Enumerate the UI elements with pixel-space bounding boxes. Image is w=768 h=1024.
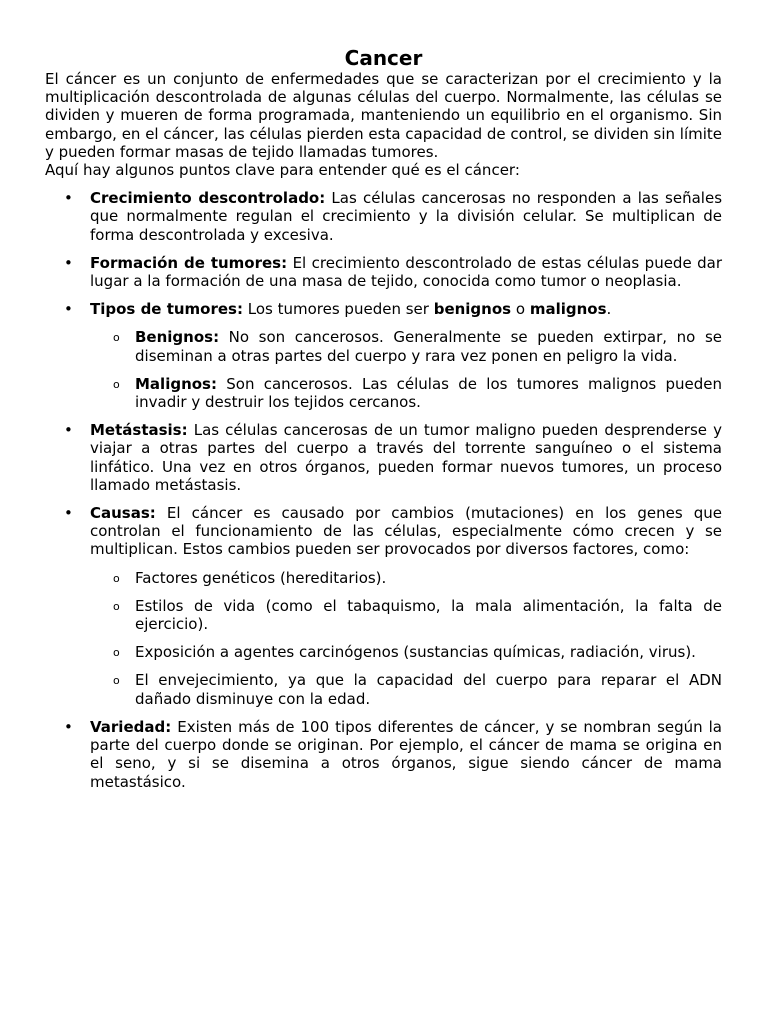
point-text: El cáncer es causado por cambios (mutaciones) en los genes que controlan el funcionamiento de las células, especialmente cómo crecen y se multiplican. Estos cambios pueden ser provocados por diversos factores, como: bbox=[90, 504, 722, 559]
point-causas bbox=[45, 504, 722, 708]
point-text: El crecimiento descontrolado de estas células puede dar lugar a la formación de una masa de tejido, conocida como tumor o neoplasia. bbox=[90, 253, 723, 291]
point-text: Existen más de 100 tipos diferentes de cáncer, y se nombran según la parte del cuerpo donde se originan. Por ejemplo, el cáncer de mama se origina en el seno, y si se disemina a otros órganos, sigue siendo cáncer de mama metastásico. bbox=[90, 717, 722, 791]
circle-bullet-icon: o bbox=[113, 674, 120, 688]
subpoint-factor bbox=[90, 671, 722, 707]
point-term: Formación de tumores: bbox=[90, 253, 288, 272]
circle-bullet-icon: o bbox=[113, 377, 120, 391]
document-page bbox=[45, 0, 722, 801]
document-title: Cancer bbox=[344, 46, 423, 70]
factor-text: Exposición a agentes carcinógenos (sustancias químicas, radiación, virus). bbox=[135, 643, 696, 662]
circle-bullet-icon: o bbox=[113, 571, 120, 585]
bullet-icon: • bbox=[64, 421, 73, 440]
point-term: Variedad: bbox=[90, 717, 172, 736]
factor-text: El envejecimiento, ya que la capacidad del cuerpo para reparar el ADN dañado disminuye con la edad. bbox=[135, 671, 722, 708]
factor-text: Estilos de vida (como el tabaquismo, la mala alimentación, la falta de ejercicio). bbox=[135, 596, 722, 634]
tumor-types-sublist bbox=[90, 328, 722, 411]
circle-bullet-icon: o bbox=[113, 646, 120, 660]
causes-sublist bbox=[90, 569, 722, 708]
point-text: . bbox=[606, 300, 612, 319]
circle-bullet-icon: o bbox=[113, 331, 120, 345]
bullet-icon: • bbox=[64, 717, 73, 736]
factor-text: Factores genéticos (hereditarios). bbox=[135, 568, 387, 587]
bullet-icon: • bbox=[64, 189, 73, 208]
point-crecimiento bbox=[45, 189, 722, 244]
point-metastasis bbox=[45, 421, 722, 494]
point-text: o bbox=[511, 300, 530, 319]
subpoint-term: Malignos: bbox=[135, 374, 217, 393]
point-term: Tipos de tumores: bbox=[90, 300, 243, 319]
point-text: Los tumores pueden ser bbox=[242, 300, 434, 319]
point-term: Causas: bbox=[90, 504, 156, 523]
key-points-list bbox=[45, 189, 722, 790]
subpoint-malignos bbox=[90, 375, 722, 411]
point-text: Las células cancerosas de un tumor maligno pueden desprenderse y viajar a otras partes del cuerpo a través del torrente sanguíneo o el sistema linfático. Una vez en otros órganos, pueden formar nuevos tumores, un proceso llamado metástasis. bbox=[90, 421, 722, 494]
lead-paragraph: Aquí hay algunos puntos clave para entender qué es el cáncer: bbox=[45, 161, 520, 180]
point-variedad bbox=[45, 718, 722, 791]
bullet-icon: • bbox=[64, 504, 73, 523]
malignos-keyword: malignos bbox=[529, 300, 607, 319]
intro-paragraph: El cáncer es un conjunto de enfermedades que se caracterizan por el crecimiento y la multiplicación descontrolada de algunas células del cuerpo. Normalmente, las células se dividen y mueren de forma programada, manteniendo un equilibrio en el organismo. Sin embargo, en el cáncer, las células pierden esta capacidad de control, se dividen sin límite y pueden formar masas de tejido llamadas tumores. bbox=[45, 70, 722, 161]
subpoint-factor bbox=[90, 569, 722, 587]
point-text: Las células cancerosas no responden a las señales que normalmente regulan el crecimiento y la división celular. Se multiplican de forma descontrolada y excesiva. bbox=[90, 189, 723, 244]
subpoint-text: Son cancerosos. Las células de los tumores malignos pueden invadir y destruir los tejidos cercanos. bbox=[135, 374, 722, 412]
point-formacion bbox=[45, 254, 722, 290]
point-tipos bbox=[45, 300, 722, 411]
subpoint-text: No son cancerosos. Generalmente se pueden extirpar, no se diseminan a otras partes del cuerpo y rara vez ponen en peligro la vida. bbox=[135, 328, 722, 365]
subpoint-factor bbox=[90, 597, 722, 633]
subpoint-benignos bbox=[90, 328, 722, 364]
point-term: Metástasis: bbox=[90, 421, 188, 440]
benignos-keyword: benignos bbox=[433, 300, 512, 319]
point-term: Crecimiento descontrolado: bbox=[90, 189, 326, 208]
subpoint-factor bbox=[90, 643, 722, 661]
circle-bullet-icon: o bbox=[113, 599, 120, 613]
subpoint-term: Benignos: bbox=[135, 328, 220, 347]
bullet-icon: • bbox=[64, 300, 73, 319]
bullet-icon: • bbox=[64, 253, 73, 272]
